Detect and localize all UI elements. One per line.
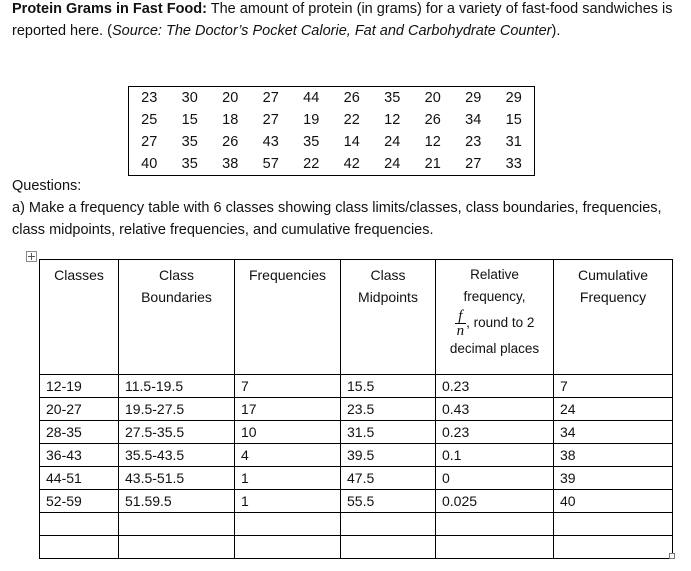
frequency-cell: 17 [235,398,341,421]
question-a: a) Make a frequency table with 6 classes showing class limits/classes, class boundaries, frequencies, class midpoints, relative frequencies, and cumulative frequencies. [12,200,662,238]
data-cell: 24 [384,134,401,150]
empty-cell[interactable] [436,513,554,536]
data-cell: 23 [129,87,170,110]
questions-block [12,175,682,241]
data-cell: 42 [332,153,373,176]
data-cell: 26 [332,87,373,110]
data-cell: 35 [181,134,198,150]
data-cell: 24 [372,153,413,176]
data-cell: 27 [129,131,170,153]
frequency-row [40,421,673,444]
data-cell: 57 [251,153,292,176]
frequency-row [40,398,673,421]
frequency-row [40,467,673,490]
data-cell: 26 [222,134,239,150]
empty-cell[interactable] [40,513,119,536]
data-cell: 20 [210,87,251,110]
cumulative-frequency-cell: 7 [554,375,673,398]
empty-cell[interactable] [40,536,119,559]
header-classes: Classes [40,260,119,375]
empty-row [40,536,673,559]
header-cumulative: Cumulative Frequency [554,260,673,375]
frequency-row [40,490,673,513]
questions-heading: Questions: [12,178,82,194]
frequency-table-header [40,260,673,375]
data-cell: 14 [343,134,360,150]
empty-cell[interactable] [554,513,673,536]
data-cell: 25 [129,109,170,131]
boundary-cell: 35.5-43.5 [119,444,235,467]
data-cell: 33 [494,153,535,176]
data-cell: 35 [170,153,211,176]
frequency-cell: 4 [235,444,341,467]
data-cell: 43 [262,134,279,150]
cumulative-frequency-cell: 24 [554,398,673,421]
relative-frequency-cell: 0.23 [436,375,554,398]
empty-cell[interactable] [119,513,235,536]
boundary-cell: 43.5-51.5 [119,467,235,490]
cumulative-frequency-cell: 34 [554,421,673,444]
data-cell: 31 [494,131,535,153]
class-cell: 12-19 [40,375,119,398]
data-cell: 26 [424,112,441,128]
cumulative-frequency-cell: 38 [554,444,673,467]
header-relative: Relative frequency, $\frac{f}{n}$ , round to 2 decimal places [436,260,554,375]
data-cell: 27 [251,87,292,110]
frequency-table [39,259,673,559]
class-cell: 28-35 [40,421,119,444]
midpoint-cell: 47.5 [341,467,436,490]
data-cell: 44 [291,87,332,110]
data-cell: 20 [413,87,454,110]
data-cell: 23 [465,134,482,150]
class-cell: 52-59 [40,490,119,513]
frequency-cell: 10 [235,421,341,444]
relative-frequency-cell: 0.43 [436,398,554,421]
boundary-cell: 51.59.5 [119,490,235,513]
cumulative-frequency-cell: 40 [554,490,673,513]
data-cell: 27 [453,153,494,176]
frequency-cell: 1 [235,490,341,513]
relative-frequency-cell: 0 [436,467,554,490]
data-cell: 12 [384,112,401,128]
intro-text-end: ). [551,23,561,39]
data-cell: 35 [372,87,413,110]
data-cell: 22 [343,112,360,128]
boundary-cell: 27.5-35.5 [119,421,235,444]
class-cell: 36-43 [40,444,119,467]
intro-text: The amount of protein (in grams) for a variety of fast-food sandwiches is reported here. ( [12,1,673,39]
protein-data-table [128,86,535,176]
midpoint-cell: 55.5 [341,490,436,513]
relative-frequency-cell: 0.025 [436,490,554,513]
class-cell: 20-27 [40,398,119,421]
header-frequencies: Frequencies [235,260,341,375]
data-cell: 29 [453,87,494,110]
empty-cell[interactable] [436,536,554,559]
cumulative-frequency-cell: 39 [554,467,673,490]
data-cell: 15 [494,109,535,131]
data-cell: 38 [210,153,251,176]
data-cell: 15 [181,112,198,128]
relative-frequency-cell: 0.1 [436,444,554,467]
boundary-cell: 11.5-19.5 [119,375,235,398]
data-cell: 35 [303,134,320,150]
empty-cell[interactable] [235,536,341,559]
midpoint-cell: 39.5 [341,444,436,467]
empty-cell[interactable] [554,536,673,559]
data-cell: 22 [291,153,332,176]
empty-cell[interactable] [341,513,436,536]
class-cell: 44-51 [40,467,119,490]
frequency-cell: 7 [235,375,341,398]
source-label: Source: [111,23,162,39]
fraction-f-over-n: $\frac{f}{n}$ [456,307,465,339]
data-cell: 18 [222,112,239,128]
table-move-handle-icon[interactable] [26,251,37,262]
data-row [129,87,535,110]
data-row [129,131,535,153]
midpoint-cell: 23.5 [341,398,436,421]
empty-cell[interactable] [341,536,436,559]
data-cell: 30 [170,87,211,110]
relative-frequency-cell: 0.23 [436,421,554,444]
data-row [129,109,535,131]
empty-row [40,513,673,536]
data-cell: 19 [303,112,320,128]
frequency-row [40,375,673,398]
data-cell: 21 [413,153,454,176]
header-boundaries: Class Boundaries [119,260,235,375]
source-text: The Doctor’s Pocket Calorie, Fat and Carbohydrate Counter [161,23,552,39]
data-cell: 27 [262,112,279,128]
header-midpoints: Class Midpoints [341,260,436,375]
table-resize-handle[interactable] [669,553,675,559]
frequency-row [40,444,673,467]
midpoint-cell: 31.5 [341,421,436,444]
data-cell: 40 [129,153,170,176]
empty-cell[interactable] [119,536,235,559]
data-cell: 29 [494,87,535,110]
data-row [129,153,535,176]
intro-paragraph [12,0,682,42]
midpoint-cell: 15.5 [341,375,436,398]
empty-cell[interactable] [235,513,341,536]
boundary-cell: 19.5-27.5 [119,398,235,421]
frequency-cell: 1 [235,467,341,490]
data-cell: 12 [424,134,441,150]
data-cell: 34 [465,112,482,128]
intro-title: Protein Grams in Fast Food: [12,1,207,17]
